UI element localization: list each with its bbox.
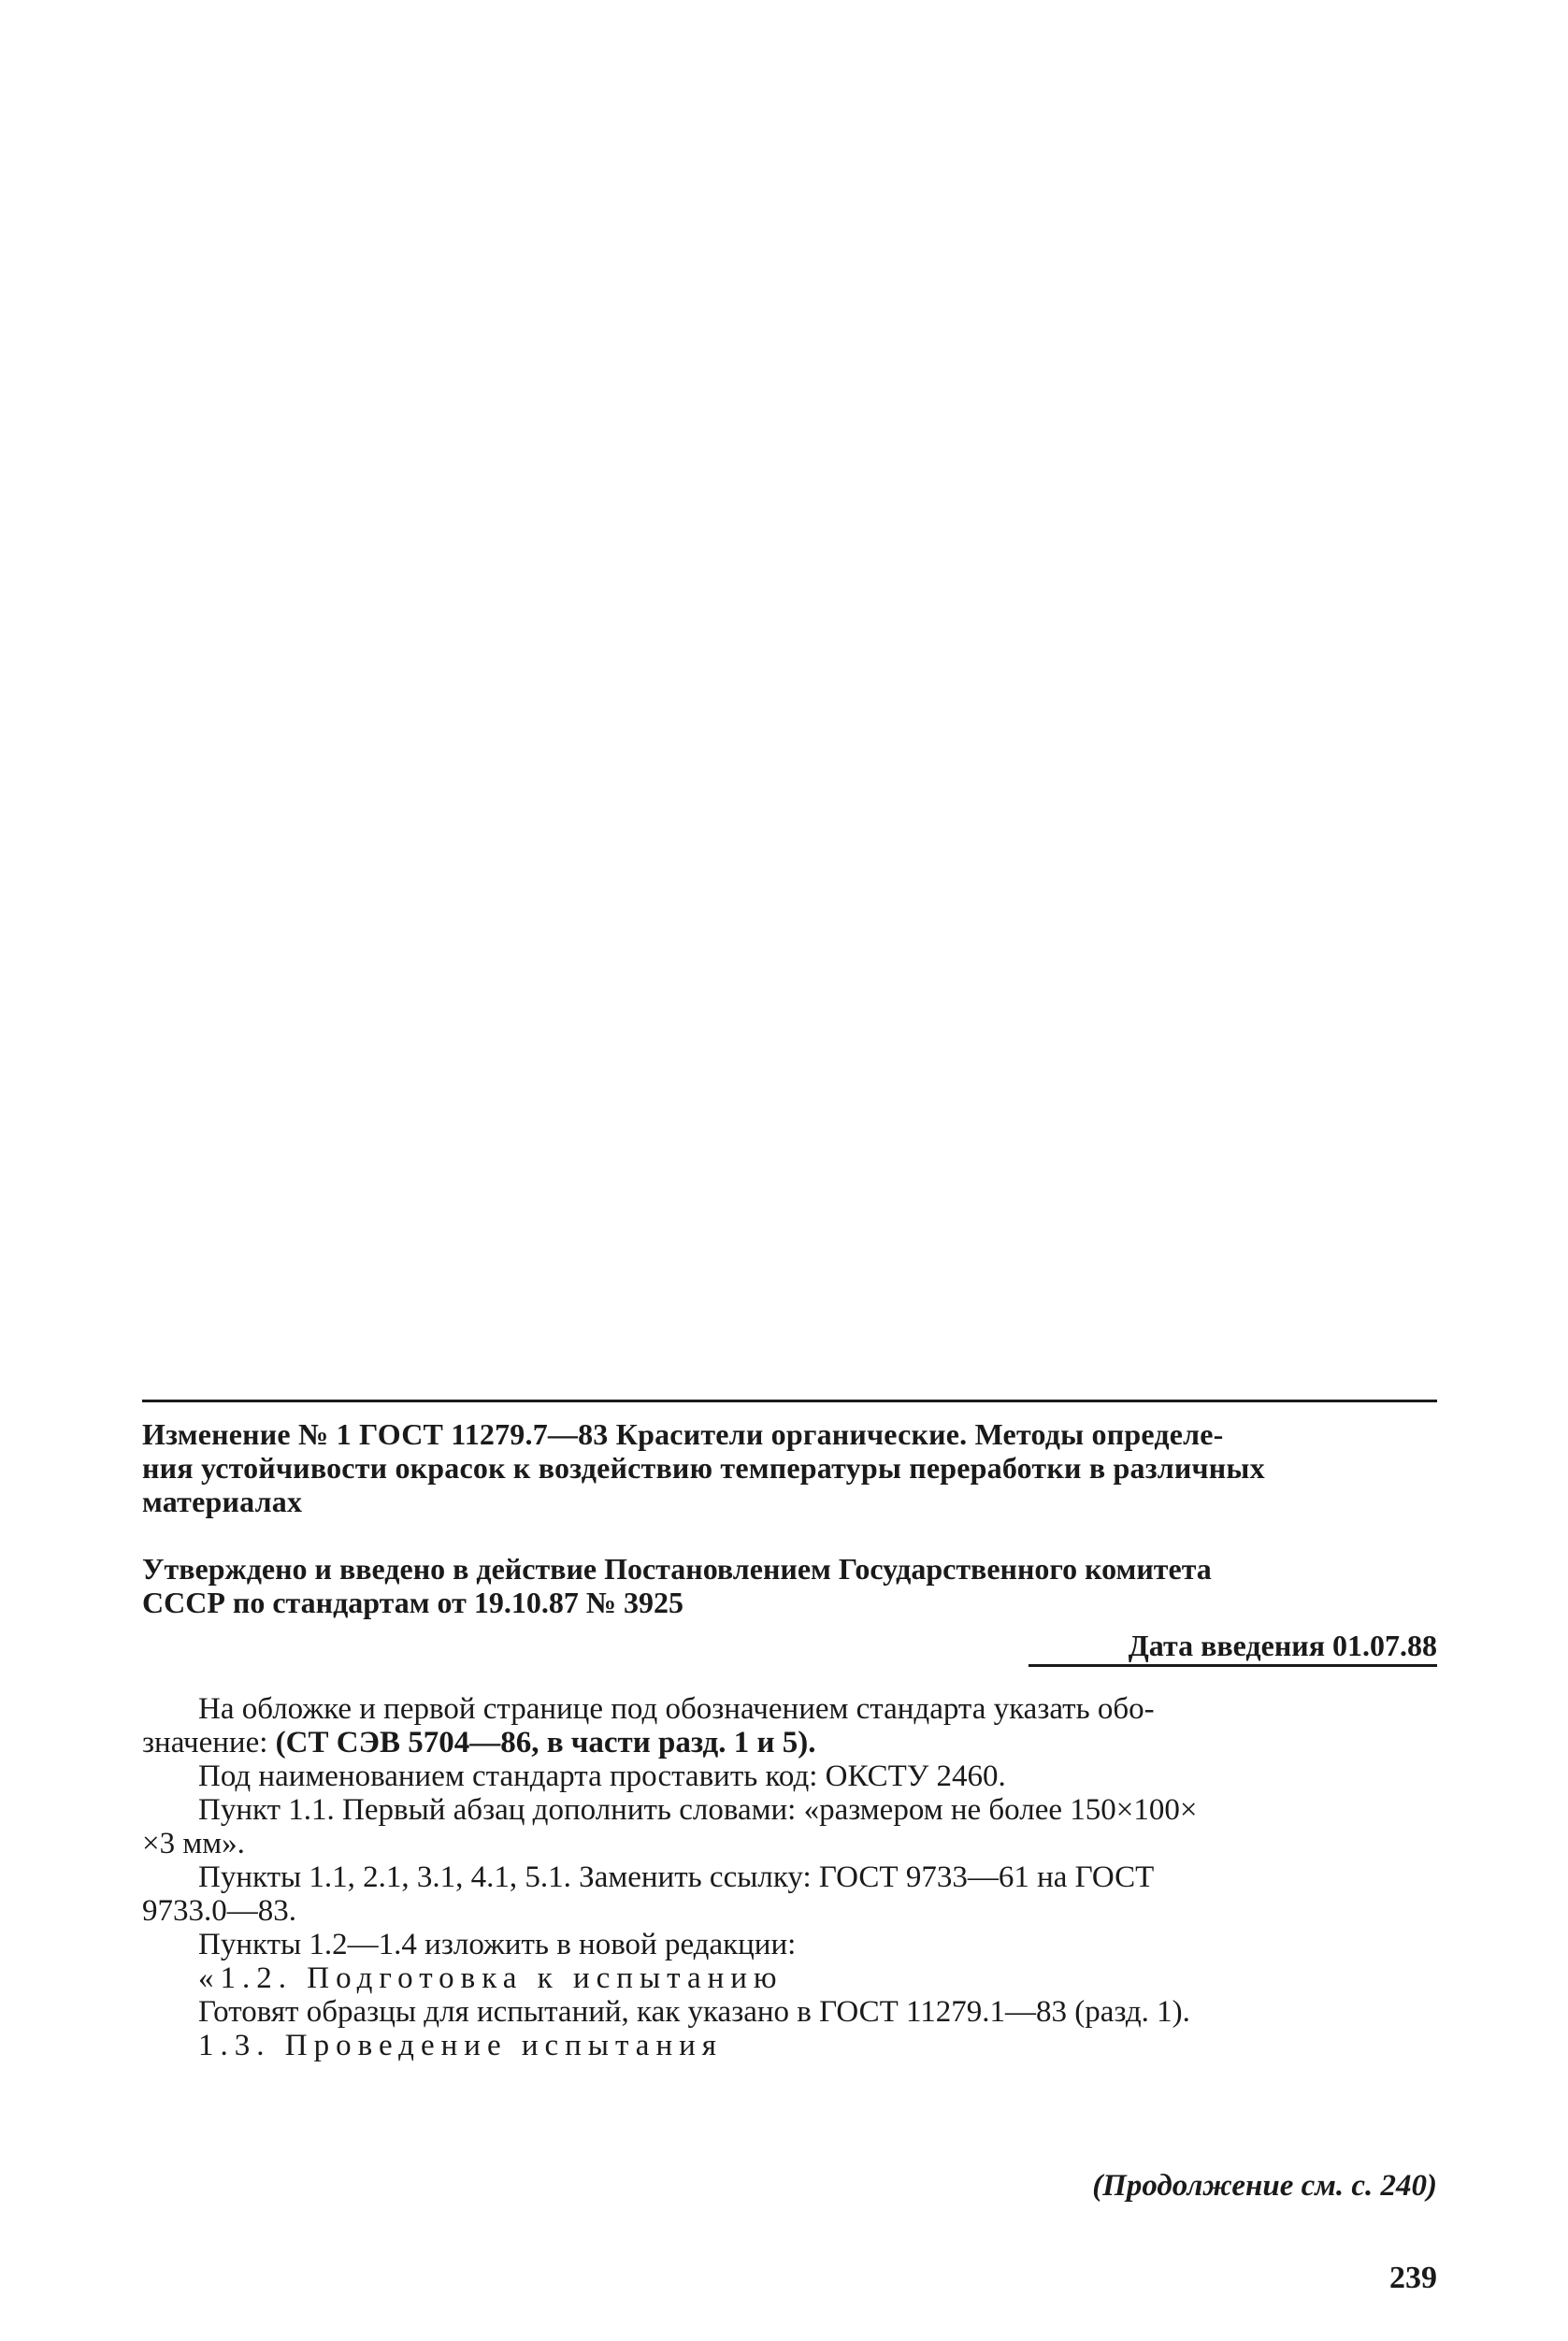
section-heading: 1.3. Проведение испытания [198,2029,723,2062]
title-line: ния устойчивости окрасок к воздействию температуры переработки в различных [142,1451,1265,1485]
header-rule [142,1400,1437,1402]
body-text: значение: [142,1726,276,1759]
effective-date: Дата введения 01.07.88 [1029,1627,1437,1667]
body-line: 9733.0—83. [142,1894,296,1928]
continuation-note: (Продолжение см. с. 240) [1092,2169,1437,2203]
approval-line: Утверждено и введено в действие Постановлением Государственного комитета [142,1552,1212,1586]
amendment-title [142,1417,1437,1518]
title-line: Изменение № 1 ГОСТ 11279.7—83 Красители органические. Методы определе- [142,1417,1224,1451]
approval-line: СССР по стандартам от 19.10.87 № 3925 [142,1586,683,1619]
body-line [142,1726,1437,1759]
section-heading: «1.2. Подготовка к испытанию [198,1961,784,1995]
title-line: материалах [142,1485,303,1518]
approval-statement [142,1552,1437,1619]
body-line: Пункт 1.1. Первый абзац дополнить словами: «размером не более 150×100× [198,1793,1198,1827]
body-line: Пункты 1.1, 2.1, 3.1, 4.1, 5.1. Заменить ссылку: ГОСТ 9733—61 на ГОСТ [198,1860,1155,1894]
body-line: На обложке и первой странице под обозначением стандарта указать обо- [198,1692,1155,1726]
body-bold-text: (СТ СЭВ 5704—86, в части разд. 1 и 5). [275,1726,816,1759]
page-number: 239 [1389,2261,1437,2295]
body-line: ×3 мм». [142,1827,245,1860]
body-line: Под наименованием стандарта проставить код: ОКСТУ 2460. [198,1759,1006,1793]
body-line: Готовят образцы для испытаний, как указано в ГОСТ 11279.1—83 (разд. 1). [198,1995,1190,2029]
body-line: Пункты 1.2—1.4 изложить в новой редакции: [198,1928,797,1961]
amendment-body [142,1692,1437,2062]
